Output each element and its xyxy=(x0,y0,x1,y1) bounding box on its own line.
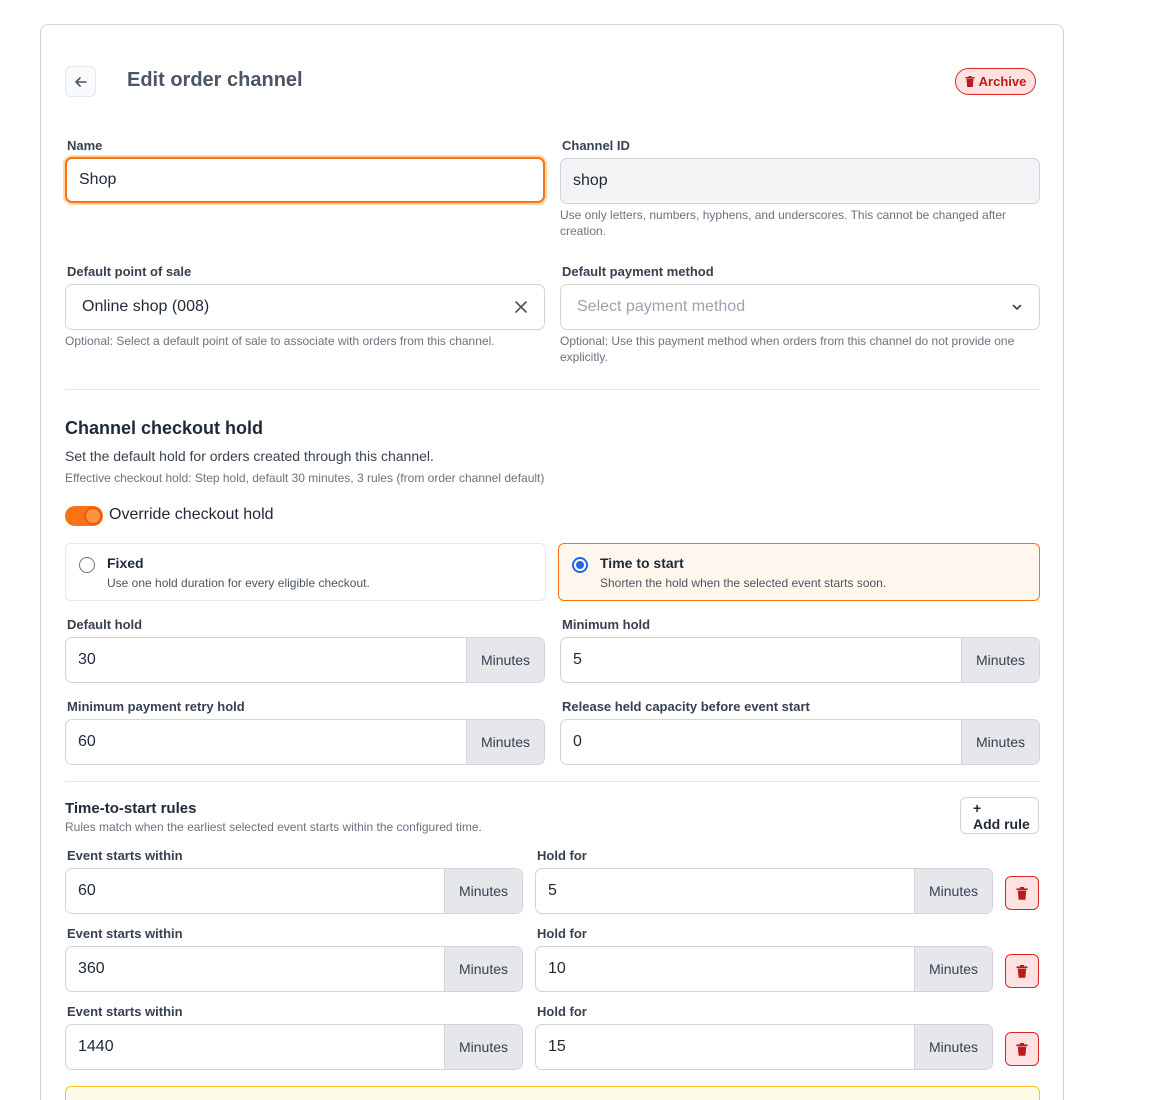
toggle-knob xyxy=(84,507,102,525)
trash-icon xyxy=(1016,887,1028,900)
section-divider xyxy=(65,389,1040,390)
rules-title: Time-to-start rules xyxy=(65,800,197,817)
default-hold-label: Default hold xyxy=(67,617,143,632)
rule-within-input[interactable] xyxy=(65,868,523,914)
clear-icon[interactable] xyxy=(514,300,528,314)
archive-label: Archive xyxy=(978,74,1027,89)
minimum-hold-input[interactable] xyxy=(560,637,1040,683)
channel-id-field xyxy=(560,158,1040,204)
rule-within-label: Event starts within xyxy=(67,848,183,863)
chevron-down-icon xyxy=(1011,301,1023,313)
rule-hold-unit: Minutes xyxy=(914,869,992,913)
minimum-hold-value: 5 xyxy=(573,651,582,668)
payment-method-placeholder: Select payment method xyxy=(577,298,746,315)
delete-rule-button[interactable] xyxy=(1005,1032,1039,1066)
default-hold-unit: Minutes xyxy=(466,638,544,682)
rule-hold-value: 15 xyxy=(548,1038,566,1055)
name-label: Name xyxy=(67,138,103,153)
override-checkout-hold-label: Override checkout hold xyxy=(109,506,274,523)
rule-within-value: 1440 xyxy=(78,1038,114,1055)
min-retry-hold-input[interactable] xyxy=(65,719,545,765)
min-retry-hold-unit: Minutes xyxy=(466,720,544,764)
rule-within-unit: Minutes xyxy=(444,947,522,991)
rule-hold-input[interactable] xyxy=(535,946,993,992)
minimum-hold-label: Minimum hold xyxy=(562,617,651,632)
mode-time-to-start-desc: Shorten the hold when the selected event starts soon. xyxy=(600,576,887,590)
minimum-hold-unit: Minutes xyxy=(961,638,1039,682)
release-before-value: 0 xyxy=(573,733,582,750)
archive-button[interactable] xyxy=(955,68,1036,95)
rule-hold-label: Hold for xyxy=(537,848,587,863)
point-of-sale-value: Online shop (008) xyxy=(82,298,210,315)
edit-order-channel-card xyxy=(40,24,1064,1100)
add-rule-label: Add rule xyxy=(973,816,1030,832)
rules-warning-banner xyxy=(65,1086,1040,1100)
mode-time-to-start-option[interactable] xyxy=(558,543,1040,601)
payment-method-label: Default payment method xyxy=(562,264,714,279)
rule-hold-label: Hold for xyxy=(537,926,587,941)
delete-rule-button[interactable] xyxy=(1005,876,1039,910)
rule-within-label: Event starts within xyxy=(67,1004,183,1019)
channel-id-label: Channel ID xyxy=(562,138,630,153)
rule-hold-unit: Minutes xyxy=(914,947,992,991)
channel-id-help: Use only letters, numbers, hyphens, and underscores. This cannot be changed after creation. xyxy=(560,208,1007,238)
rule-hold-label: Hold for xyxy=(537,1004,587,1019)
checkout-hold-description: Set the default hold for orders created through this channel. xyxy=(65,448,434,464)
radio-fixed[interactable] xyxy=(79,557,95,573)
rule-within-unit: Minutes xyxy=(444,869,522,913)
point-of-sale-help: Optional: Select a default point of sale to associate with orders from this channel. xyxy=(65,334,495,348)
rule-within-input[interactable] xyxy=(65,946,523,992)
trash-icon xyxy=(1016,965,1028,978)
point-of-sale-label: Default point of sale xyxy=(67,264,192,279)
rule-hold-unit: Minutes xyxy=(914,1025,992,1069)
default-hold-input[interactable] xyxy=(65,637,545,683)
rule-hold-value: 10 xyxy=(548,960,566,977)
mode-fixed-desc: Use one hold duration for every eligible checkout. xyxy=(107,576,370,590)
payment-method-select[interactable] xyxy=(560,284,1040,330)
name-input[interactable] xyxy=(65,157,545,203)
rules-divider xyxy=(65,781,1040,782)
rule-hold-input[interactable] xyxy=(535,868,993,914)
channel-id-value: shop xyxy=(573,172,608,189)
page-title: Edit order channel xyxy=(127,69,303,91)
rule-within-unit: Minutes xyxy=(444,1025,522,1069)
arrow-left-icon xyxy=(73,74,89,90)
rule-hold-input[interactable] xyxy=(535,1024,993,1070)
rule-hold-value: 5 xyxy=(548,882,557,899)
rule-within-value: 60 xyxy=(78,882,96,899)
rules-description: Rules match when the earliest selected event starts within the configured time. xyxy=(65,820,482,834)
release-before-unit: Minutes xyxy=(961,720,1039,764)
delete-rule-button[interactable] xyxy=(1005,954,1039,988)
release-before-input[interactable] xyxy=(560,719,1040,765)
rule-within-input[interactable] xyxy=(65,1024,523,1070)
default-hold-value: 30 xyxy=(78,651,96,668)
back-button[interactable] xyxy=(65,66,96,97)
min-retry-hold-label: Minimum payment retry hold xyxy=(67,699,245,714)
mode-time-to-start-title: Time to start xyxy=(600,555,684,571)
add-rule-button[interactable] xyxy=(960,797,1039,834)
trash-icon xyxy=(1016,1043,1028,1056)
name-value: Shop xyxy=(79,171,117,188)
mode-fixed-option[interactable] xyxy=(65,543,546,601)
rule-within-label: Event starts within xyxy=(67,926,183,941)
checkout-hold-title: Channel checkout hold xyxy=(65,418,264,438)
trash-icon xyxy=(965,76,975,87)
plus-icon: + xyxy=(973,800,982,816)
min-retry-hold-value: 60 xyxy=(78,733,96,750)
radio-time-to-start[interactable] xyxy=(572,557,588,573)
release-before-label: Release held capacity before event start xyxy=(562,699,810,714)
payment-method-help: Optional: Use this payment method when orders from this channel do not provide one explicitly. xyxy=(560,334,1015,364)
rule-within-value: 360 xyxy=(78,960,105,977)
effective-checkout-hold: Effective checkout hold: Step hold, default 30 minutes, 3 rules (from order channel default) xyxy=(65,471,545,485)
point-of-sale-select[interactable] xyxy=(65,284,545,330)
mode-fixed-title: Fixed xyxy=(107,555,144,571)
override-checkout-hold-toggle[interactable] xyxy=(65,506,103,526)
